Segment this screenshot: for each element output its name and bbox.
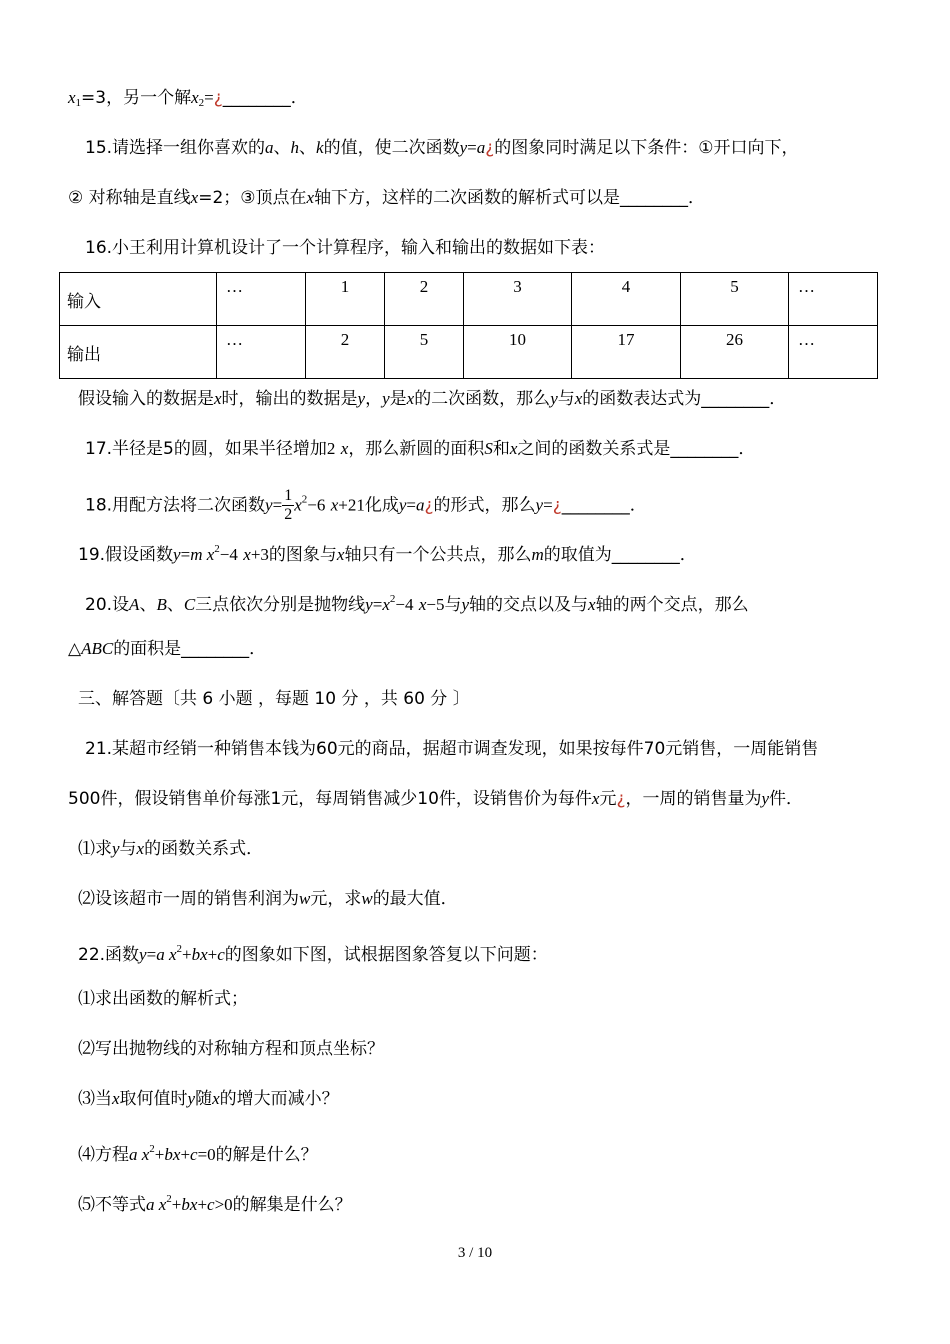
table-cell: 17 <box>572 326 681 379</box>
q16-after: 假设输入的数据是x时，输出的数据是y，y是x的二次函数，那么y与x的函数表达式为________． <box>78 389 787 409</box>
table-cell: 2 <box>385 273 464 326</box>
table-cell: … <box>789 326 878 379</box>
table-cell: 2 <box>306 326 385 379</box>
table-cell: 5 <box>385 326 464 379</box>
table-cell: 4 <box>572 273 681 326</box>
q21-part2: ⑵设该超市一周的销售利润为w元，求w的最大值． <box>78 889 458 909</box>
io-table <box>59 272 878 379</box>
q14-tail: $x_1=3$，另一个解$x_2=¿\_\_\_\_\_\_\_\_$． <box>68 88 308 109</box>
q22-part5: ⑸不等式a $x^2+bx+c>0$的解集是什么？ <box>78 1193 352 1215</box>
q20-line2: △ABC的面积是________． <box>68 639 267 659</box>
table-cell: … <box>789 273 878 326</box>
output-label: 输出 <box>60 326 217 379</box>
table-cell: 10 <box>464 326 572 379</box>
table-cell: 26 <box>681 326 789 379</box>
q16-intro: 16.小王利用计算机设计了一个计算程序，输入和输出的数据如下表： <box>85 238 606 258</box>
table-cell: … <box>217 273 306 326</box>
q22-intro: 22.函数y=a $x^2+bx+c$的图象如下图，试根据图象答复以下问题： <box>78 943 548 965</box>
table-cell: 3 <box>464 273 572 326</box>
input-label: 输入 <box>60 273 217 326</box>
q17: 17.半径是5的圆，如果半径增加2 x，那么新圆的面积S和x之间的函数关系式是________． <box>85 439 756 459</box>
q15-line2: ② 对称轴是直线x=2；③顶点在x轴下方，这样的二次函数的解析式可以是________． <box>68 188 706 208</box>
q22-part1: ⑴求出函数的解析式； <box>78 989 248 1009</box>
table-row-output <box>60 326 878 379</box>
q22-part4: ⑷方程a $x^2+bx+c=0$的解是什么？ <box>78 1143 318 1165</box>
fraction: $\frac{1}{2}$ <box>284 487 293 523</box>
q18: 18.用配方法将二次函数y= $\frac{1}{2}$ $x^2-6$ x+21化成y=a¿的形式，那么y=¿________． <box>85 487 647 523</box>
table-row-input <box>60 273 878 326</box>
table-cell: 1 <box>306 273 385 326</box>
q19: 19.假设函数y=m $x^2-4$ x+3的图象与x轴只有一个公共点，那么m的取值为________． <box>78 543 697 565</box>
q20-line1: 20.设A、B、C三点依次分别是抛物线$y=x^2-4$ x−5与y轴的交点以及与x轴的两个交点，那么 <box>85 593 749 615</box>
page-number: 3 / 10 <box>457 1245 493 1261</box>
q21-part1: ⑴求y与x的函数关系式． <box>78 839 264 859</box>
q22-part3: ⑶当x取何值时y随x的增大而减小？ <box>78 1089 339 1109</box>
q21-line2: 500件，假设销售单价每涨1元，每周销售减少10件，设销售价为每件x元¿，一周的销售量为y件． <box>68 789 804 809</box>
section-heading: 三、解答题〔共 6 小题 ，每题 10 分 ，共 60 分 〕 <box>78 689 470 709</box>
table-cell: 5 <box>681 273 789 326</box>
q15-line1: 15.请选择一组你喜欢的a、h、k的值，使二次函数y=a¿的图象同时满足以下条件：①开口向下， <box>85 138 799 158</box>
table-cell: … <box>217 326 306 379</box>
q22-part2: ⑵写出抛物线的对称轴方程和顶点坐标？ <box>78 1039 384 1059</box>
q21-line1: 21.某超市经销一种销售本钱为60元的商品，据超市调查发现，如果按每件70元销售，一周能销售 <box>85 739 819 759</box>
